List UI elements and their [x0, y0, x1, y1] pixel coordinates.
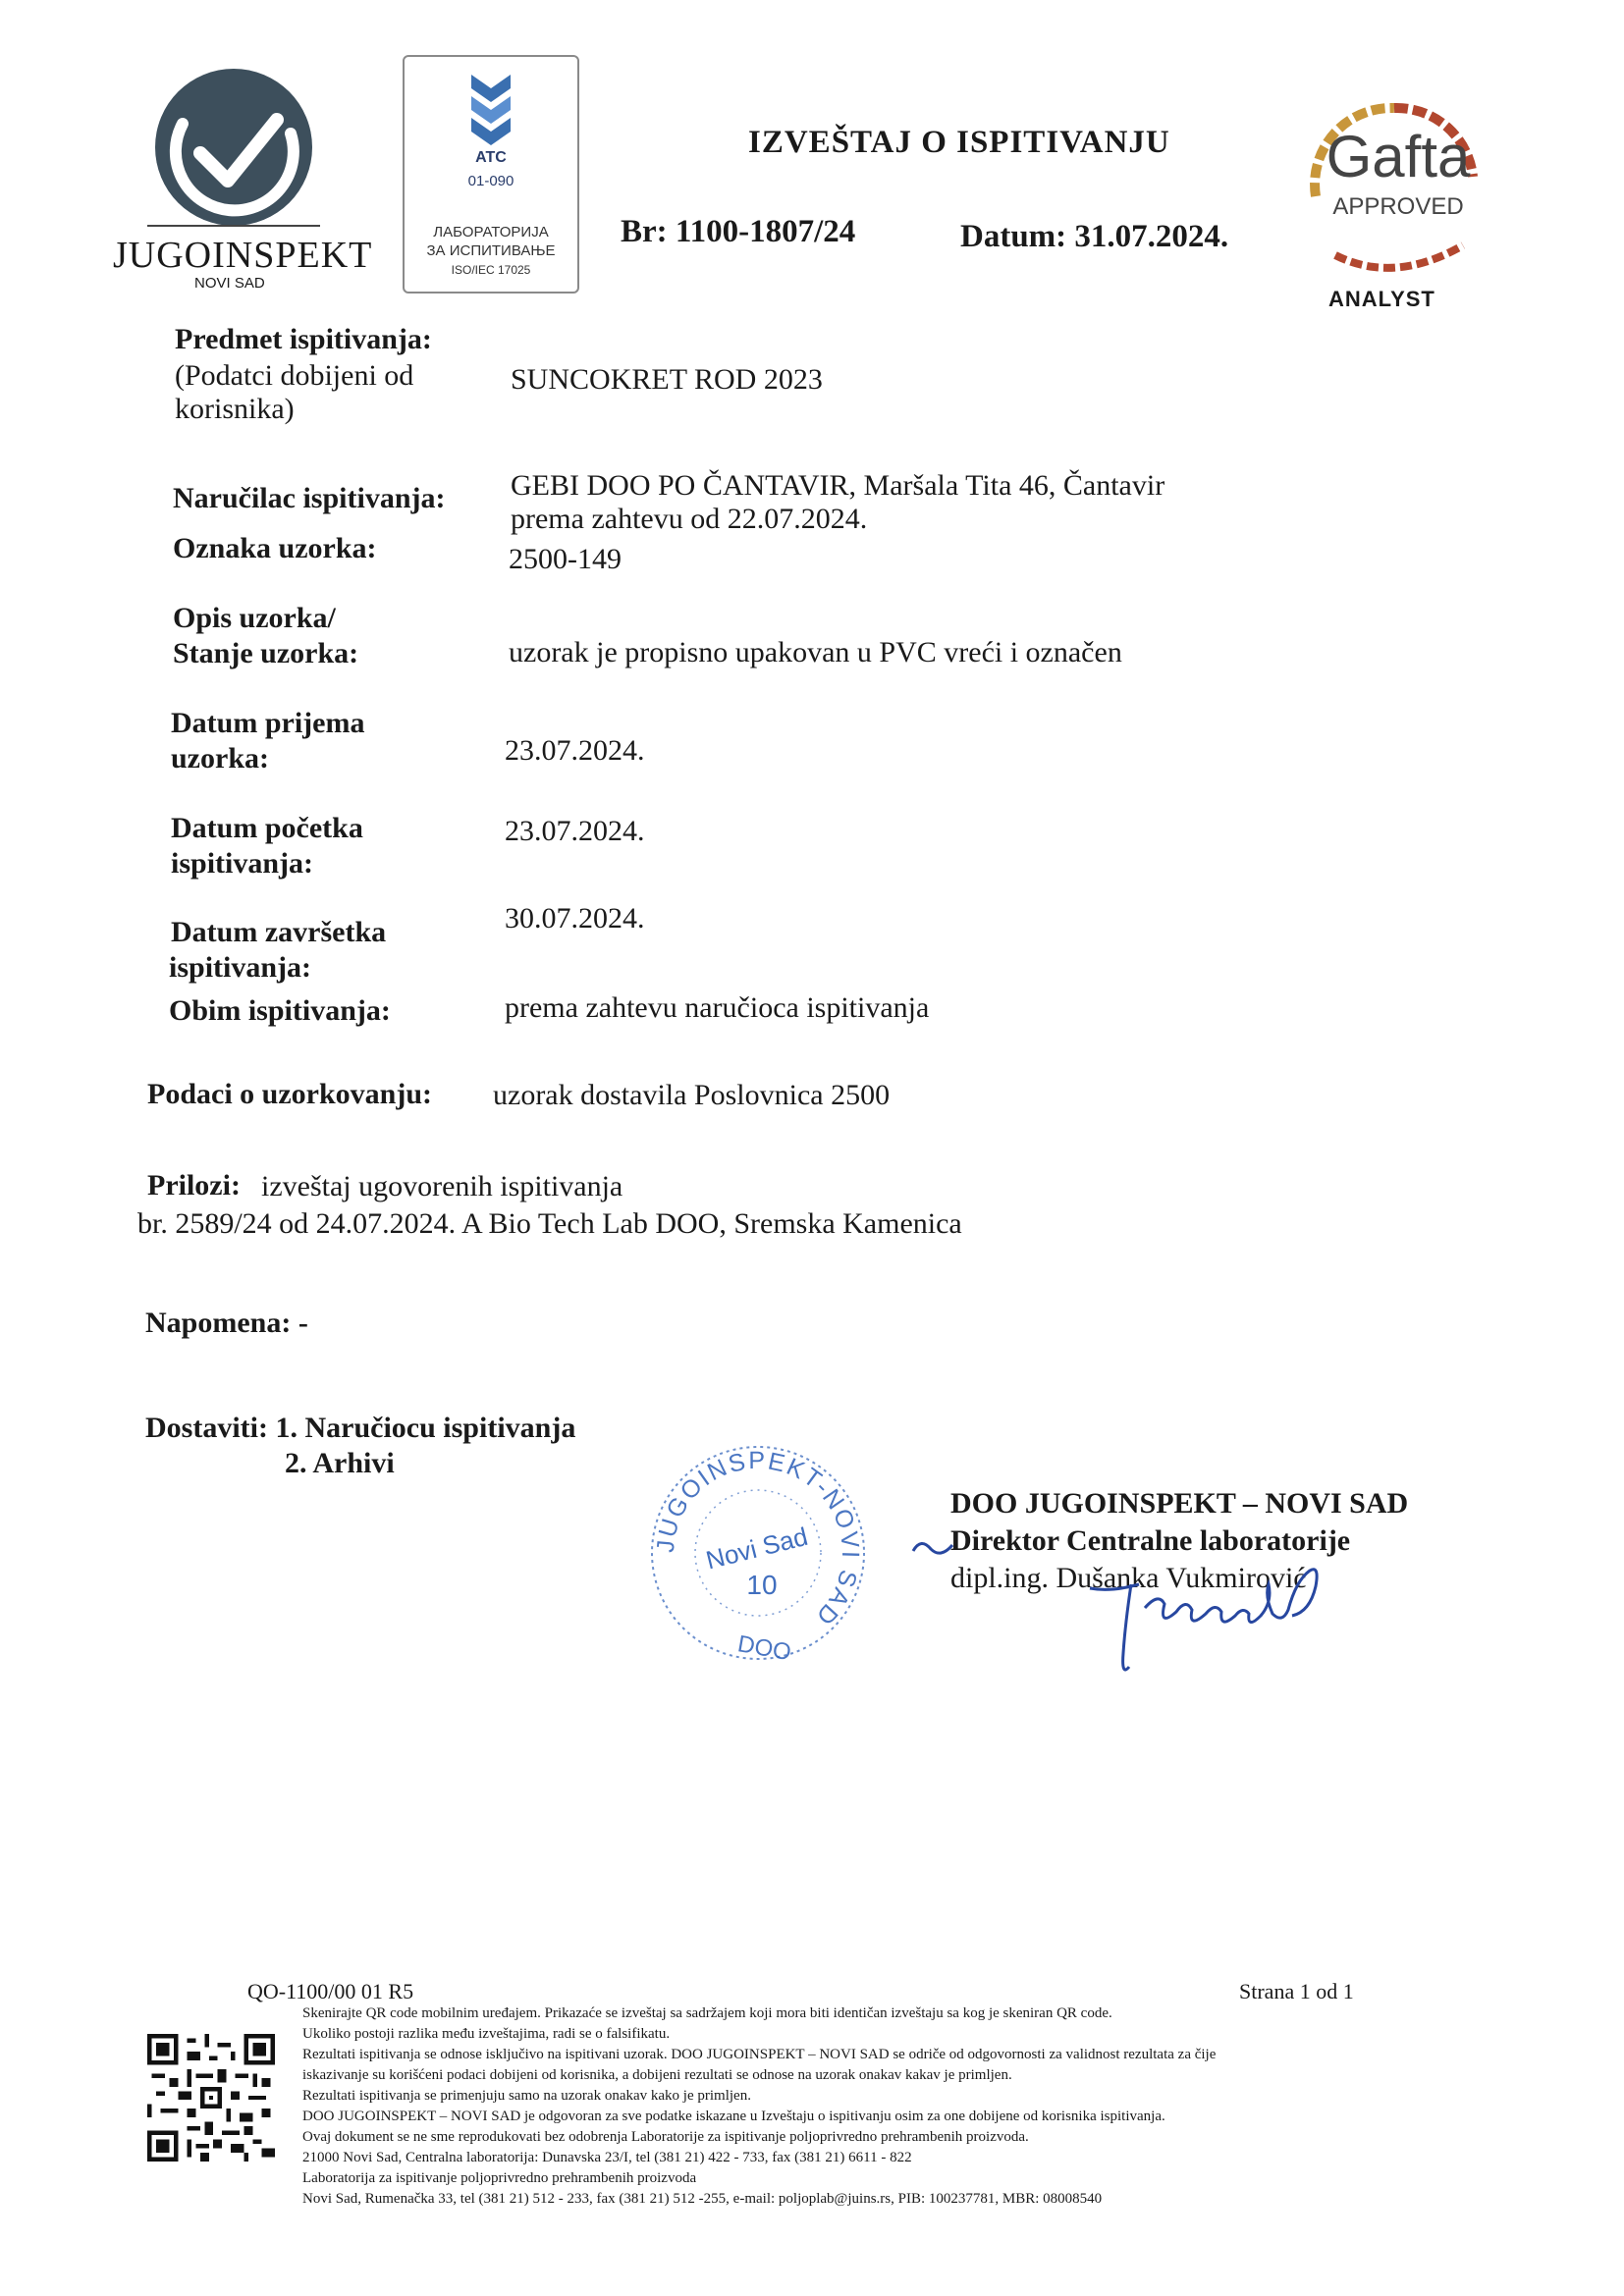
footer-line: Skenirajte QR code mobilnim uređajem. Prikazaće se izveštaj sa sadržajem koji mora biti identičan izveštaju sa kog je skeniran QR code. [302, 2005, 1112, 2021]
gafta-approved: APPROVED [1332, 193, 1464, 220]
deliver-item-archive: 2. Arhivi [285, 1447, 395, 1479]
client-label: Naručilac ispitivanja: [173, 482, 446, 514]
organization-name: DOO JUGOINSPEKT – NOVI SAD [950, 1487, 1409, 1520]
attachments-label: Prilozi: [147, 1169, 241, 1201]
start-label-cont: ispitivanja: [171, 847, 314, 880]
subject-label: Predmet ispitivanja: [175, 323, 432, 355]
page-counter: Strana 1 od 1 [1239, 1979, 1354, 2003]
gafta-logo [1276, 69, 1502, 294]
scope-value: prema zahtevu naručioca ispitivanja [505, 991, 930, 1024]
end-value: 30.07.2024. [505, 902, 645, 934]
start-value: 23.07.2024. [505, 815, 645, 847]
stamp-ring-text: JUGOINSPEKT-NOVI SAD [651, 1446, 865, 1631]
atc-lab-line: ЛАБОРАТОРИЈА [433, 224, 549, 240]
client-request: prema zahtevu od 22.07.2024. [511, 503, 868, 535]
description-label-cont: Stanje uzorka: [173, 637, 359, 669]
atc-testing-line: ЗА ИСПИТИВАЊЕ [426, 242, 556, 259]
footer-line: 21000 Novi Sad, Centralna laboratorija: Dunavska 23/I, tel (381 21) 422 - 733, fax (381 21) 6611 - 822 [302, 2150, 912, 2165]
handwritten-signature [903, 1531, 1394, 1688]
stamp-doo: DOO [735, 1630, 793, 1667]
atc-iso-line: ISO/IEC 17025 [451, 263, 531, 277]
sampling-value: uzorak dostavila Poslovnica 2500 [493, 1079, 891, 1111]
official-stamp [640, 1435, 876, 1671]
gafta-analyst: ANALYST [1328, 287, 1435, 311]
footer-line: Laboratorija za ispitivanje poljoprivredno prehrambenih proizvoda [302, 2170, 697, 2186]
description-label: Opis uzorka/ [173, 602, 336, 634]
subject-note-cont: korisnika) [175, 393, 295, 425]
footer-line: iskazivanje su korišćeni podaci dobijeni od korisnika, a dobijeni rezultati se odnose na uzorak onakav kakav je primljen. [302, 2067, 1012, 2083]
stamp-number: 10 [746, 1570, 778, 1600]
signatory-name: dipl.ing. Dušanka Vukmirović [950, 1562, 1307, 1594]
end-label-cont: ispitivanja: [169, 951, 312, 984]
stamp-city: Novi Sad [702, 1521, 811, 1575]
received-label-cont: uzorka: [171, 742, 269, 774]
end-label: Datum završetka [171, 916, 387, 948]
sampling-label: Podaci o uzorkovanju: [147, 1078, 433, 1110]
footer-line: DOO JUGOINSPEKT – NOVI SAD je odgovoran za sve podatke iskazane u Izveštaju o ispitivanju osim za one dobijene od korisnika ispitivanja. [302, 2109, 1165, 2124]
report-number: Br: 1100-1807/24 [621, 214, 856, 249]
atc-code: ATC [475, 149, 507, 166]
received-label: Datum prijema [171, 707, 365, 739]
attachments-reference: br. 2589/24 od 24.07.2024. A Bio Tech Lab DOO, Sremska Kamenica [137, 1207, 962, 1240]
report-title: IZVEŠTAJ O ISPITIVANJU [748, 125, 1170, 160]
qr-code-icon[interactable] [147, 2032, 275, 2163]
footer-line: Novi Sad, Rumenačka 33, tel (381 21) 512 - 233, fax (381 21) 512 -255, e-mail: poljoplab@juins.rs, PIB: 100237781, MBR: 08008540 [302, 2191, 1103, 2207]
jugoinspekt-logo-city: NOVI SAD [194, 275, 265, 292]
footer-line: Ovaj dokument se ne sme reprodukovati bez odobrenja Laboratorije za ispitivanje poljoprivredno prehrambenih proizvoda. [302, 2129, 1029, 2145]
footer-line: Ukoliko postoji razlika među izveštajima, radi se o falsifikatu. [302, 2026, 671, 2042]
jugoinspekt-logo-name: JUGOINSPEKT [113, 235, 373, 276]
note-label: Napomena: - [145, 1307, 308, 1339]
sample-mark-value: 2500-149 [509, 543, 622, 575]
atc-number: 01-090 [467, 173, 514, 189]
received-value: 23.07.2024. [505, 734, 645, 767]
accreditation-badge [403, 55, 579, 294]
footer-line: Rezultati ispitivanja se odnose isključivo na ispitivani uzorak. DOO JUGOINSPEKT – NOVI SAD se odriče od odgovornosti za validnost rezultata za čije [302, 2047, 1217, 2062]
gafta-name: Gafta [1326, 124, 1471, 189]
report-date: Datum: 31.07.2024. [960, 219, 1229, 254]
atc-chevron-icon [461, 75, 520, 147]
deliver-label: Dostaviti: 1. Naručiocu ispitivanja [145, 1412, 576, 1444]
subject-note: (Podatci dobijeni od [175, 359, 414, 392]
start-label: Datum početka [171, 812, 363, 844]
attachments-value: izveštaj ugovorenih ispitivanja [261, 1170, 623, 1202]
sample-mark-label: Oznaka uzorka: [173, 532, 377, 564]
subject-value: SUNCOKRET ROD 2023 [511, 363, 823, 396]
footer-line: Rezultati ispitivanja se primenjuju samo na uzorak onakav kako je primljen. [302, 2088, 751, 2104]
director-title: Direktor Centralne laboratorije [950, 1524, 1351, 1557]
scope-label: Obim ispitivanja: [169, 994, 391, 1027]
form-code: QO-1100/00 01 R5 [247, 1979, 414, 2003]
client-value: GEBI DOO PO ČANTAVIR, Maršala Tita 46, Čantavir [511, 469, 1165, 502]
description-value: uzorak je propisno upakovan u PVC vreći i označen [509, 636, 1122, 668]
